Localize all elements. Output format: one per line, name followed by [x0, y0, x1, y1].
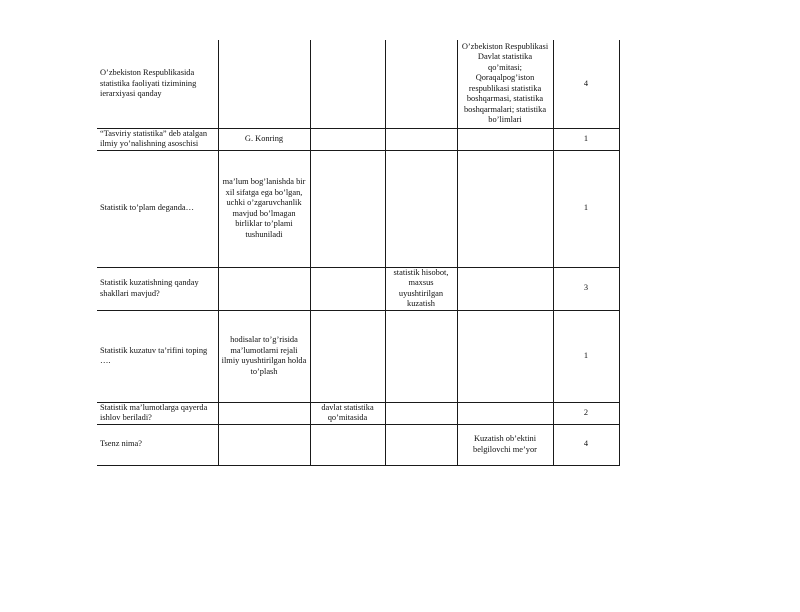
option-d-cell: [457, 150, 553, 267]
answer-cell: 1: [553, 310, 619, 402]
option-a-cell: [218, 424, 310, 465]
option-b-cell: [310, 150, 385, 267]
option-d-cell: [457, 128, 553, 150]
table-row: [97, 40, 619, 128]
option-c-cell: [385, 424, 457, 465]
question-cell: Statistik to’plam deganda…: [97, 150, 218, 267]
option-a-cell: [218, 40, 310, 128]
table-row: [97, 267, 619, 310]
option-b-cell: [310, 424, 385, 465]
option-b-cell: [310, 267, 385, 310]
option-a-cell: [218, 267, 310, 310]
option-d-cell: [457, 310, 553, 402]
option-a-cell: ma’lum bog’lanishda bir xil sifatga ega bo’lgan, uchki o’zgaruvchanlik mavjud bo’lmagan birliklar to’plami tushuniladi: [218, 150, 310, 267]
option-b-cell: [310, 310, 385, 402]
answer-cell: 1: [553, 128, 619, 150]
answer-cell: 4: [553, 40, 619, 128]
option-d-cell: [457, 402, 553, 424]
table-row: [97, 424, 619, 465]
question-cell: Tsenz nima?: [97, 424, 218, 465]
question-cell: Statistik kuzatishning qanday shakllari mavjud?: [97, 267, 218, 310]
option-b-cell: davlat statistika qo’mitasida: [310, 402, 385, 424]
option-d-cell: [457, 267, 553, 310]
table-row: [97, 150, 619, 267]
question-cell: O’zbekiston Respublikasida statistika faoliyati tizimining ierarxiyasi qanday: [97, 40, 218, 128]
option-c-cell: [385, 40, 457, 128]
option-c-cell: [385, 402, 457, 424]
table-row: [97, 310, 619, 402]
option-c-cell: [385, 150, 457, 267]
question-cell: “Tasviriy statistika” deb atalgan ilmiy yo’nalishning asoschisi: [97, 128, 218, 150]
question-cell: Statistik ma’lumotlarga qayerda ishlov beriladi?: [97, 402, 218, 424]
table-row: [97, 402, 619, 424]
answer-cell: 4: [553, 424, 619, 465]
answer-cell: 2: [553, 402, 619, 424]
answer-cell: 3: [553, 267, 619, 310]
option-a-cell: G. Konring: [218, 128, 310, 150]
option-c-cell: [385, 128, 457, 150]
question-table: [97, 40, 620, 466]
table-row: [97, 128, 619, 150]
option-b-cell: [310, 40, 385, 128]
option-a-cell: [218, 402, 310, 424]
option-c-cell: [385, 310, 457, 402]
answer-cell: 1: [553, 150, 619, 267]
option-d-cell: O’zbekiston Respublikasi Davlat statistika qo’mitasi; Qoraqalpog’iston respublikasi statistika boshqarmasi, statistika boshqarmalari; statistika bo’limlari: [457, 40, 553, 128]
option-d-cell: Kuzatish ob’ektini belgilovchi me’yor: [457, 424, 553, 465]
option-b-cell: [310, 128, 385, 150]
option-a-cell: hodisalar to’g’risida ma’lumotlarni rejali ilmiy uyushtirilgan holda to’plash: [218, 310, 310, 402]
option-c-cell: statistik hisobot, maxsus uyushtirilgan kuzatish: [385, 267, 457, 310]
question-cell: Statistik kuzatuv ta’rifini toping ….: [97, 310, 218, 402]
